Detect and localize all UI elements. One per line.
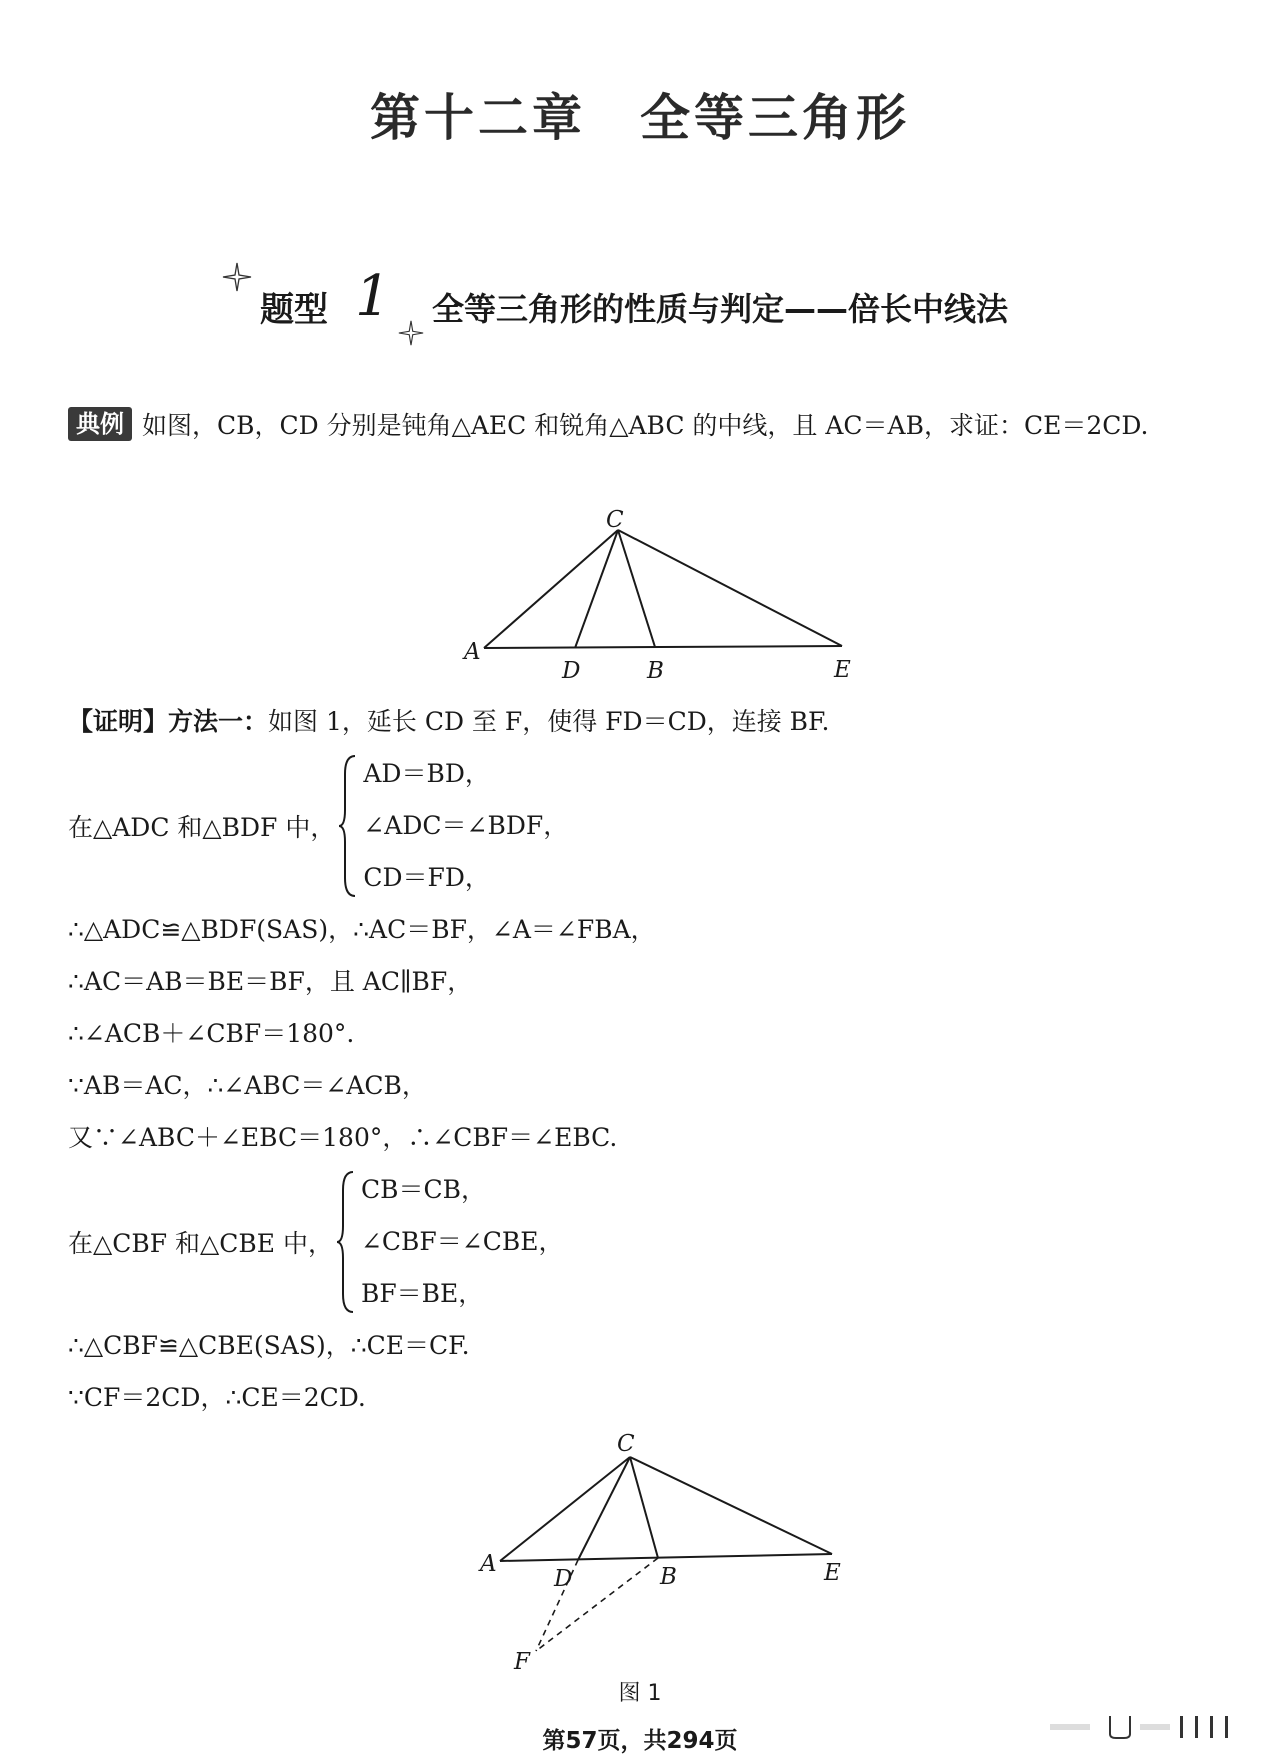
section-number: 1 xyxy=(355,264,391,329)
proof-line: ∵AB＝AC，∴∠ABC＝∠ACB， xyxy=(68,1071,427,1100)
proof-line: ∴△CBF≌△CBE(SAS)，∴CE＝CF. xyxy=(68,1331,470,1360)
system-1-eq: AD＝BD， xyxy=(363,759,490,788)
segment-CA xyxy=(500,1457,630,1561)
label-D: D xyxy=(562,658,581,684)
label-A: A xyxy=(480,1551,497,1577)
segment-CB xyxy=(630,1457,658,1558)
example-badge: 典例 xyxy=(68,407,132,441)
proof-line: ∴AC＝AB＝BE＝BF，且 AC∥BF， xyxy=(68,967,473,996)
proof-line: 又∵∠ABC＋∠EBC＝180°，∴∠CBF＝∠EBC. xyxy=(68,1123,618,1152)
label-F: F xyxy=(514,1649,530,1675)
label-E: E xyxy=(834,657,851,683)
problem-text: 如图，CB，CD 分别是钝角△AEC 和锐角△ABC 的中线，且 AC＝AB，求证：CE＝2CD. xyxy=(142,411,1149,440)
chapter-title: 第十二章 全等三角形 xyxy=(370,89,910,147)
system-1-eq: CD＝FD， xyxy=(363,863,490,892)
system-2-lhs: 在△CBF 和△CBE 中， xyxy=(68,1229,333,1258)
system-2-eq: CB＝CB， xyxy=(360,1175,486,1204)
equation-system-1 xyxy=(68,748,1228,904)
segment-CD xyxy=(578,1457,630,1560)
label-D: D xyxy=(554,1566,573,1592)
segment-CA xyxy=(484,530,618,648)
section-title: 全等三角形的性质与判定——倍长中线法 xyxy=(432,290,1009,328)
label-C: C xyxy=(606,507,624,533)
system-1-eq: ∠ADC＝∠BDF， xyxy=(363,811,569,840)
figure-caption: 图 1 xyxy=(618,1681,662,1706)
scan-marks-icon xyxy=(1050,1712,1240,1742)
segment-AE xyxy=(500,1554,832,1561)
system-1-lhs: 在△ADC 和△BDF 中， xyxy=(68,813,336,842)
system-2-eq: BF＝BE， xyxy=(360,1279,484,1308)
label-C: C xyxy=(617,1431,635,1457)
proof xyxy=(68,696,1228,1424)
page-footer: 第57页，共294页 xyxy=(542,1728,738,1754)
left-brace-icon xyxy=(335,1164,357,1320)
label-B: B xyxy=(660,1564,677,1590)
equation-system-2 xyxy=(68,1164,1228,1320)
proof-heading: 【证明】方法一： xyxy=(68,707,269,736)
sparkle-icon xyxy=(398,320,424,346)
segment-CB xyxy=(618,530,655,647)
proof-intro: 如图 1，延长 CD 至 F，使得 FD＝CD，连接 BF. xyxy=(268,707,830,736)
proof-line: ∵CF＝2CD，∴CE＝2CD. xyxy=(68,1383,366,1412)
proof-line: ∴∠ACB＋∠CBF＝180°. xyxy=(68,1019,355,1048)
proof-line: ∴△ADC≌△BDF(SAS)，∴AC＝BF，∠A＝∠FBA， xyxy=(68,915,656,944)
label-A: A xyxy=(464,639,481,665)
segment-CE xyxy=(618,530,842,646)
figure-triangle xyxy=(450,505,870,689)
label-E: E xyxy=(824,1560,841,1586)
label-B: B xyxy=(647,658,664,684)
left-brace-icon xyxy=(337,748,359,904)
segment-CE xyxy=(630,1457,832,1554)
section-heading xyxy=(210,262,1110,352)
figure-1-extended xyxy=(460,1425,880,1679)
system-2-eq: ∠CBF＝∠CBE， xyxy=(360,1227,564,1256)
segment-AE xyxy=(484,646,842,648)
section-label: 题型 xyxy=(260,290,328,330)
sparkle-icon xyxy=(222,262,252,292)
problem-statement xyxy=(68,398,1228,454)
